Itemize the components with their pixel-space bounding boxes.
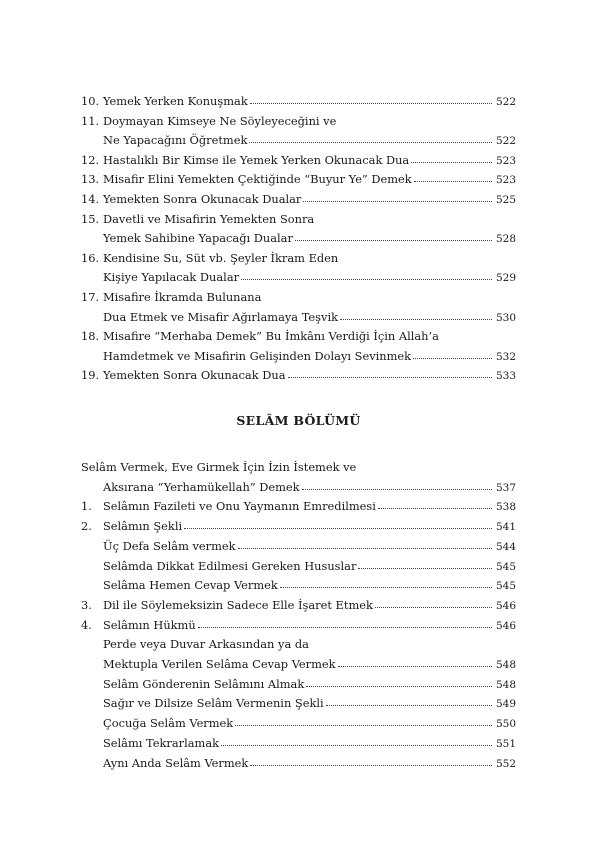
toc-entry-number: 2.	[81, 519, 92, 534]
toc-entry-title: Dua Etmek ve Misafir Ağırlamaya Teşvik	[103, 309, 338, 324]
toc-entry-number: 16.	[81, 250, 100, 265]
toc-entry	[103, 478, 516, 496]
toc-entry	[103, 229, 516, 247]
toc-entry-title: Yemekten Sonra Okunacak Dualar	[103, 192, 302, 206]
dot-leader	[302, 478, 492, 490]
toc-entry-page-number: 533	[495, 370, 516, 383]
toc-entry-title: Kendisine Su, Süt vb. Şeyler İkram Eden	[103, 250, 339, 265]
toc-entry-page-number: 548	[495, 678, 516, 691]
toc-entry-title: Misafir Elini Yemekten Çektiğinde “Buyur Ye” Demek	[103, 172, 412, 187]
toc-entry	[81, 190, 516, 208]
section-heading: SELÂM BÖLÜMÜ	[236, 413, 361, 428]
toc-entry	[103, 694, 516, 712]
toc-entry	[103, 734, 516, 752]
toc-entry-title: Hamdetmek ve Misafirin Gelişinden Dolayı Sevinmek	[103, 348, 412, 363]
toc-entry	[81, 170, 516, 188]
dot-leader	[338, 655, 492, 667]
toc-entry-page-number: 528	[495, 233, 516, 246]
toc-entry	[103, 131, 516, 149]
toc-entry-page-number: 525	[495, 194, 516, 206]
toc-entry-number: 17.	[81, 290, 100, 304]
toc-entry-page-number: 537	[495, 481, 516, 494]
toc-entry-page-number: 546	[495, 619, 516, 632]
toc-entry-number: 1.	[81, 499, 92, 514]
dot-leader	[238, 537, 492, 549]
toc-entry-title: Çocuğa Selâm Vermek	[103, 716, 234, 731]
toc-entry-title: Sağır ve Dilsize Selâm Vermenin Şekli	[103, 696, 324, 711]
toc-entry-title: Selâma Hemen Cevap Vermek	[103, 578, 278, 593]
toc-entry-page-number: 523	[495, 174, 516, 187]
toc-entry	[81, 458, 516, 476]
dot-leader	[249, 131, 492, 143]
toc-entry-title: Davetli ve Misafirin Yemekten Sonra	[103, 211, 315, 226]
toc-entry	[103, 576, 516, 594]
dot-leader	[414, 170, 492, 182]
toc-entry	[81, 151, 516, 169]
dot-leader	[303, 190, 492, 202]
toc-entry-title: Doymayan Kimseye Ne Söyleyeceğini ve	[103, 113, 337, 128]
dot-leader	[250, 754, 492, 766]
toc-entry	[81, 288, 516, 306]
dot-leader	[358, 557, 492, 569]
toc-entry-page-number: 545	[495, 580, 516, 593]
toc-entry	[81, 366, 516, 384]
toc-entry-page-number: 544	[495, 540, 516, 553]
toc-entry-title: Selâmın Hükmü	[103, 617, 196, 632]
dot-leader	[288, 366, 493, 378]
toc-entry-number: 14.	[81, 192, 100, 206]
toc-entry	[103, 655, 516, 673]
toc-entry-page-number: 522	[495, 135, 516, 148]
toc-entry-title: Selâmın Fazileti ve Onu Yaymanın Emredilmesi	[103, 499, 376, 514]
toc-entry	[103, 308, 516, 326]
toc-entry-page-number: 548	[495, 659, 516, 671]
dot-leader	[295, 229, 492, 241]
dot-leader	[280, 576, 492, 588]
toc-entry-title: Misafire “Merhaba Demek” Bu İmkânı Verdiği İçin Allah’a	[103, 329, 439, 344]
toc-entry-title: Üç Defa Selâm vermek	[103, 538, 236, 553]
toc-entry	[103, 754, 516, 772]
dot-leader	[241, 268, 492, 280]
toc-entry-title: Yemekten Sonra Okunacak Dua	[103, 368, 286, 383]
toc-entry-page-number: 546	[495, 599, 516, 612]
toc-entry-title: Mektupla Verilen Selâma Cevap Vermek	[103, 657, 336, 671]
toc-entry	[103, 714, 516, 732]
toc-entry	[81, 92, 516, 110]
dot-leader	[306, 675, 492, 687]
toc-entry	[103, 537, 516, 555]
toc-entry	[81, 596, 516, 614]
toc-entry-title: Dil ile Söylemeksizin Sadece Elle İşaret Etmek	[103, 597, 373, 612]
toc-entry-page-number: 549	[495, 698, 516, 711]
toc-entry-number: 3.	[81, 597, 92, 612]
toc-entry	[81, 249, 516, 267]
dot-leader	[184, 517, 492, 529]
toc-entry-page-number: 541	[495, 521, 516, 534]
toc-entry-title: Yemek Yerken Konuşmak	[103, 94, 248, 108]
dot-leader	[413, 347, 492, 359]
dot-leader	[235, 714, 492, 726]
toc-entry-page-number: 522	[495, 96, 516, 108]
toc-entry	[103, 635, 516, 653]
toc-entry-title: Kişiye Yapılacak Dualar	[103, 270, 240, 285]
toc-entry	[81, 517, 516, 535]
toc-entry-page-number: 550	[495, 718, 516, 731]
toc-entry	[81, 112, 516, 130]
toc-entry-title: Selâm Gönderenin Selâmını Almak	[103, 676, 305, 691]
toc-entry-number: 12.	[81, 152, 100, 167]
toc-entry	[81, 497, 516, 515]
toc-entry-page-number: 538	[495, 501, 516, 514]
dot-leader	[326, 694, 492, 706]
toc-entry	[81, 210, 516, 228]
toc-entry-title: Selâmı Tekrarlamak	[103, 735, 220, 750]
toc-entry-page-number: 530	[495, 311, 516, 324]
toc-entry-title: Selâm Vermek, Eve Girmek İçin İzin İstemek ve	[81, 460, 357, 474]
toc-entry-title: Selâmın Şekli	[103, 519, 183, 534]
dot-leader	[411, 151, 492, 163]
toc-entry-number: 18.	[81, 329, 100, 344]
toc-entry-title: Misafire İkramda Bulunana	[103, 290, 262, 304]
toc-entry	[103, 557, 516, 575]
toc-entry-page-number: 523	[495, 154, 516, 167]
toc-entry-title: Yemek Sahibine Yapacağı Dualar	[103, 231, 293, 246]
toc-entry-number: 13.	[81, 172, 100, 187]
toc-entry-number: 15.	[81, 211, 100, 226]
dot-leader	[340, 308, 492, 320]
dot-leader	[221, 734, 492, 746]
toc-entry	[103, 675, 516, 693]
toc-entry	[103, 347, 516, 365]
toc-entry-title: Aynı Anda Selâm Vermek	[103, 755, 249, 770]
toc-entry-page-number: 552	[495, 757, 516, 770]
toc-entry-title: Perde veya Duvar Arkasından ya da	[103, 637, 309, 652]
toc-entry-title: Selâmda Dikkat Edilmesi Gereken Hususlar	[103, 558, 357, 573]
toc-entry	[81, 616, 516, 634]
toc-entry	[81, 327, 516, 345]
toc-entry	[103, 268, 516, 286]
toc-entry-page-number: 532	[495, 350, 516, 363]
toc-entry-page-number: 551	[495, 737, 516, 750]
dot-leader	[250, 92, 492, 104]
dot-leader	[378, 497, 492, 509]
toc-entry-title: Aksırana “Yerhamükellah” Demek	[103, 479, 300, 494]
toc-entry-page-number: 529	[495, 272, 516, 285]
toc-entry-number: 11.	[81, 113, 100, 128]
dot-leader	[375, 596, 492, 608]
toc-entry-title: Hastalıklı Bir Kimse ile Yemek Yerken Okunacak Dua	[103, 152, 410, 167]
dot-leader	[198, 616, 492, 628]
toc-entry-page-number: 545	[495, 560, 516, 573]
toc-entry-number: 10.	[81, 94, 100, 108]
toc-entry-title: Ne Yapacağını Öğretmek	[103, 133, 248, 148]
toc-entry-number: 19.	[81, 368, 100, 383]
toc-entry-number: 4.	[81, 617, 92, 632]
